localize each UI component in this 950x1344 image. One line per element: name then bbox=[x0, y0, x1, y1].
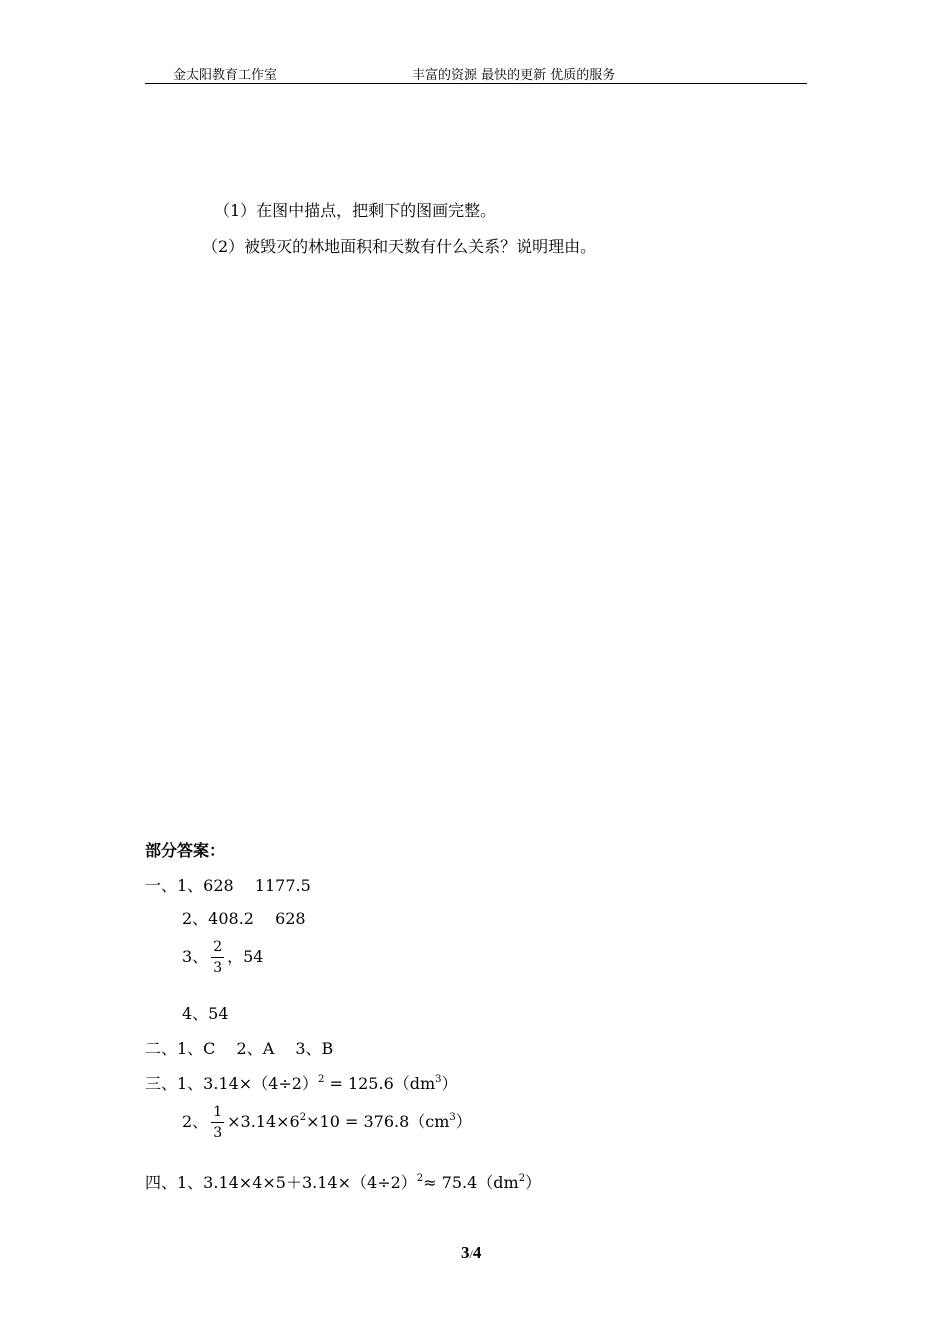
unit-exponent: 3 bbox=[435, 1074, 442, 1085]
answer-1-2: 2、408.2 628 bbox=[182, 909, 306, 928]
answer-3-2-prefix: 2、 bbox=[182, 1112, 209, 1131]
unit-exponent: 2 bbox=[518, 1173, 526, 1184]
answer-3-2 bbox=[182, 1105, 472, 1140]
fraction-numerator: 2 bbox=[211, 940, 224, 958]
page-current: 3 bbox=[461, 1243, 470, 1262]
answer-4-b: ≈ 75.4（dm bbox=[423, 1173, 519, 1192]
answer-3-2-c: ） bbox=[455, 1112, 472, 1131]
answer-1-3-suffix: ，54 bbox=[227, 947, 264, 966]
answer-1-4: 4、54 bbox=[182, 1004, 229, 1023]
exponent: 2 bbox=[416, 1173, 424, 1184]
page-total: 4 bbox=[472, 1243, 482, 1262]
answer-3-1-b: = 125.6（dm bbox=[324, 1074, 436, 1093]
fraction-numerator: 1 bbox=[211, 1105, 224, 1123]
fraction-denominator: 3 bbox=[213, 1125, 223, 1141]
question-2: （2）被毁灭的林地面积和天数有什么关系？说明理由。 bbox=[202, 237, 597, 256]
question-1: （1）在图中描点，把剩下的图画完整。 bbox=[214, 201, 497, 220]
answer-1-3-prefix: 3、 bbox=[182, 947, 209, 966]
answer-3-2-a: ×3.14×6 bbox=[227, 1112, 300, 1131]
answer-1-1: 一、1、628 1177.5 bbox=[145, 876, 311, 895]
header-right: 丰富的资源 最快的更新 优质的服务 bbox=[412, 68, 616, 83]
answer-3-2-b: ×10 = 376.8（cm bbox=[306, 1112, 450, 1131]
answer-4-c: ） bbox=[525, 1173, 542, 1192]
answer-3-1-c: ） bbox=[441, 1074, 458, 1093]
fraction-denominator: 3 bbox=[213, 960, 223, 976]
fraction bbox=[211, 940, 224, 975]
page-separator: / bbox=[469, 1247, 473, 1261]
header-left: 金太阳教育工作室 bbox=[173, 68, 278, 83]
unit-exponent: 3 bbox=[449, 1112, 456, 1123]
answer-4-a: 四、1、3.14×4×5＋3.14×（4÷2） bbox=[145, 1173, 417, 1192]
exponent: 2 bbox=[317, 1074, 325, 1085]
exponent: 2 bbox=[299, 1112, 307, 1123]
answer-1-3 bbox=[182, 940, 263, 975]
answer-2: 二、1、C 2、A 3、B bbox=[145, 1039, 334, 1058]
answer-3-1 bbox=[145, 1071, 458, 1094]
page-number bbox=[461, 1243, 481, 1263]
answer-4 bbox=[145, 1170, 541, 1193]
fraction bbox=[211, 1105, 224, 1140]
answer-3-1-a: 三、1、3.14×（4÷2） bbox=[145, 1074, 318, 1093]
header-rule bbox=[145, 83, 807, 84]
answers-title: 部分答案： bbox=[145, 841, 226, 860]
